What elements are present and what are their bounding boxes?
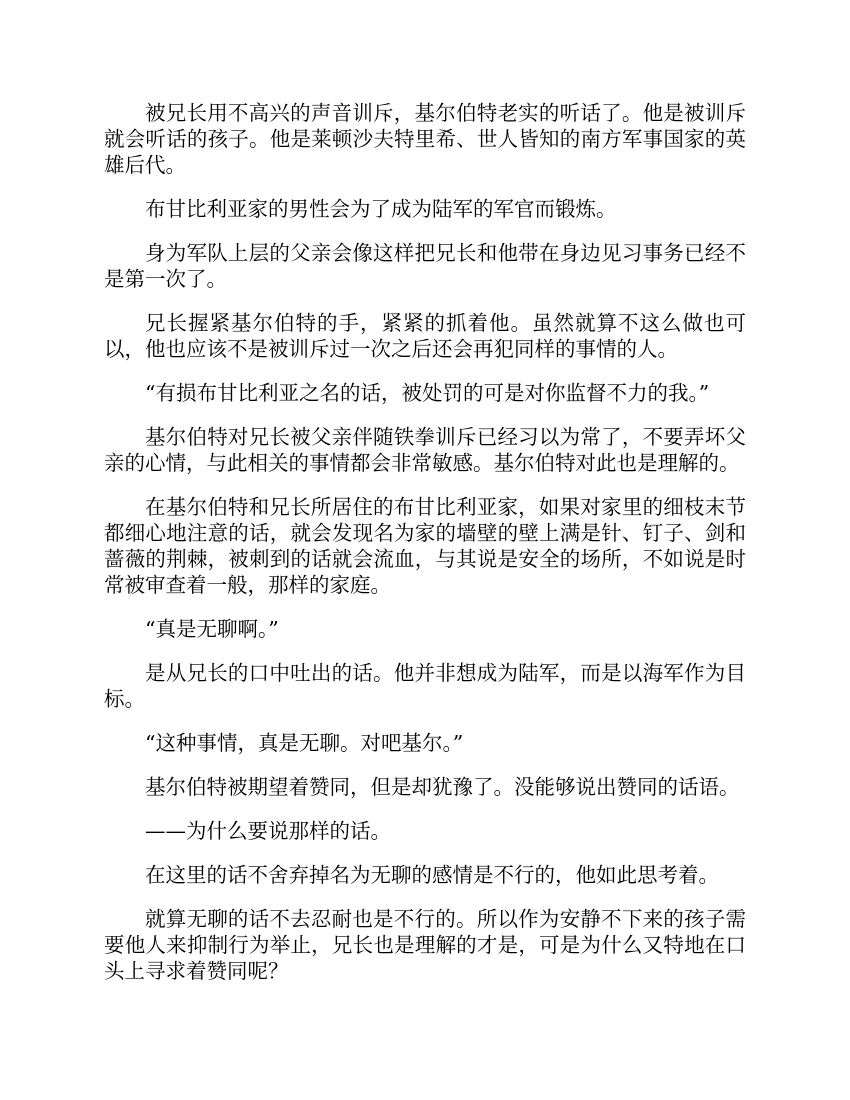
paragraph: 身为军队上层的父亲会像这样把兄长和他带在身边见习事务已经不是第一次了。 bbox=[104, 241, 746, 291]
paragraph: 就算无聊的话不去忍耐也是不行的。所以作为安静不下来的孩子需要他人来抑制行为举止，兄长也是理解的才是，可是为什么又特地在口头上寻求着赞同呢？ bbox=[104, 907, 746, 983]
paragraph: “有损布甘比利亚之名的话，被处罚的可是对你监督不力的我。” bbox=[145, 381, 710, 405]
document-body bbox=[104, 100, 746, 1002]
paragraph: 基尔伯特被期望着赞同，但是却犹豫了。没能够说出赞同的话语。 bbox=[145, 775, 740, 799]
paragraph: 被兄长用不高兴的声音训斥，基尔伯特老实的听话了。他是被训斥就会听话的孩子。他是莱顿沙夫特里希、世人皆知的南方军事国家的英雄后代。 bbox=[104, 101, 746, 177]
paragraph: ——为什么要说那样的话。 bbox=[145, 819, 391, 843]
paragraph: 布甘比利亚家的男性会为了成为陆军的军官而锻炼。 bbox=[145, 197, 617, 221]
paragraph: 兄长握紧基尔伯特的手，紧紧的抓着他。虽然就算不这么做也可以，他也应该不是被训斥过一次之后还会再犯同样的事情的人。 bbox=[104, 311, 746, 361]
paragraph: 基尔伯特对兄长被父亲伴随铁拳训斥已经习以为常了，不要弄坏父亲的心情，与此相关的事情都会非常敏感。基尔伯特对此也是理解的。 bbox=[104, 425, 746, 475]
paragraph: 是从兄长的口中吐出的话。他并非想成为陆军，而是以海军作为目标。 bbox=[104, 661, 746, 711]
paragraph: “这种事情，真是无聊。对吧基尔。” bbox=[145, 731, 464, 755]
paragraph: 在这里的话不舍弃掉名为无聊的感情是不行的，他如此思考着。 bbox=[145, 863, 719, 887]
paragraph: “真是无聊啊。” bbox=[145, 617, 279, 641]
paragraph: 在基尔伯特和兄长所居住的布甘比利亚家，如果对家里的细枝末节都细心地注意的话，就会发现名为家的墙壁的壁上满是针、钉子、剑和蔷薇的荆棘，被刺到的话就会流血，与其说是安全的场所，不如说是时常被审查着一般，那样的家庭。 bbox=[104, 495, 746, 597]
